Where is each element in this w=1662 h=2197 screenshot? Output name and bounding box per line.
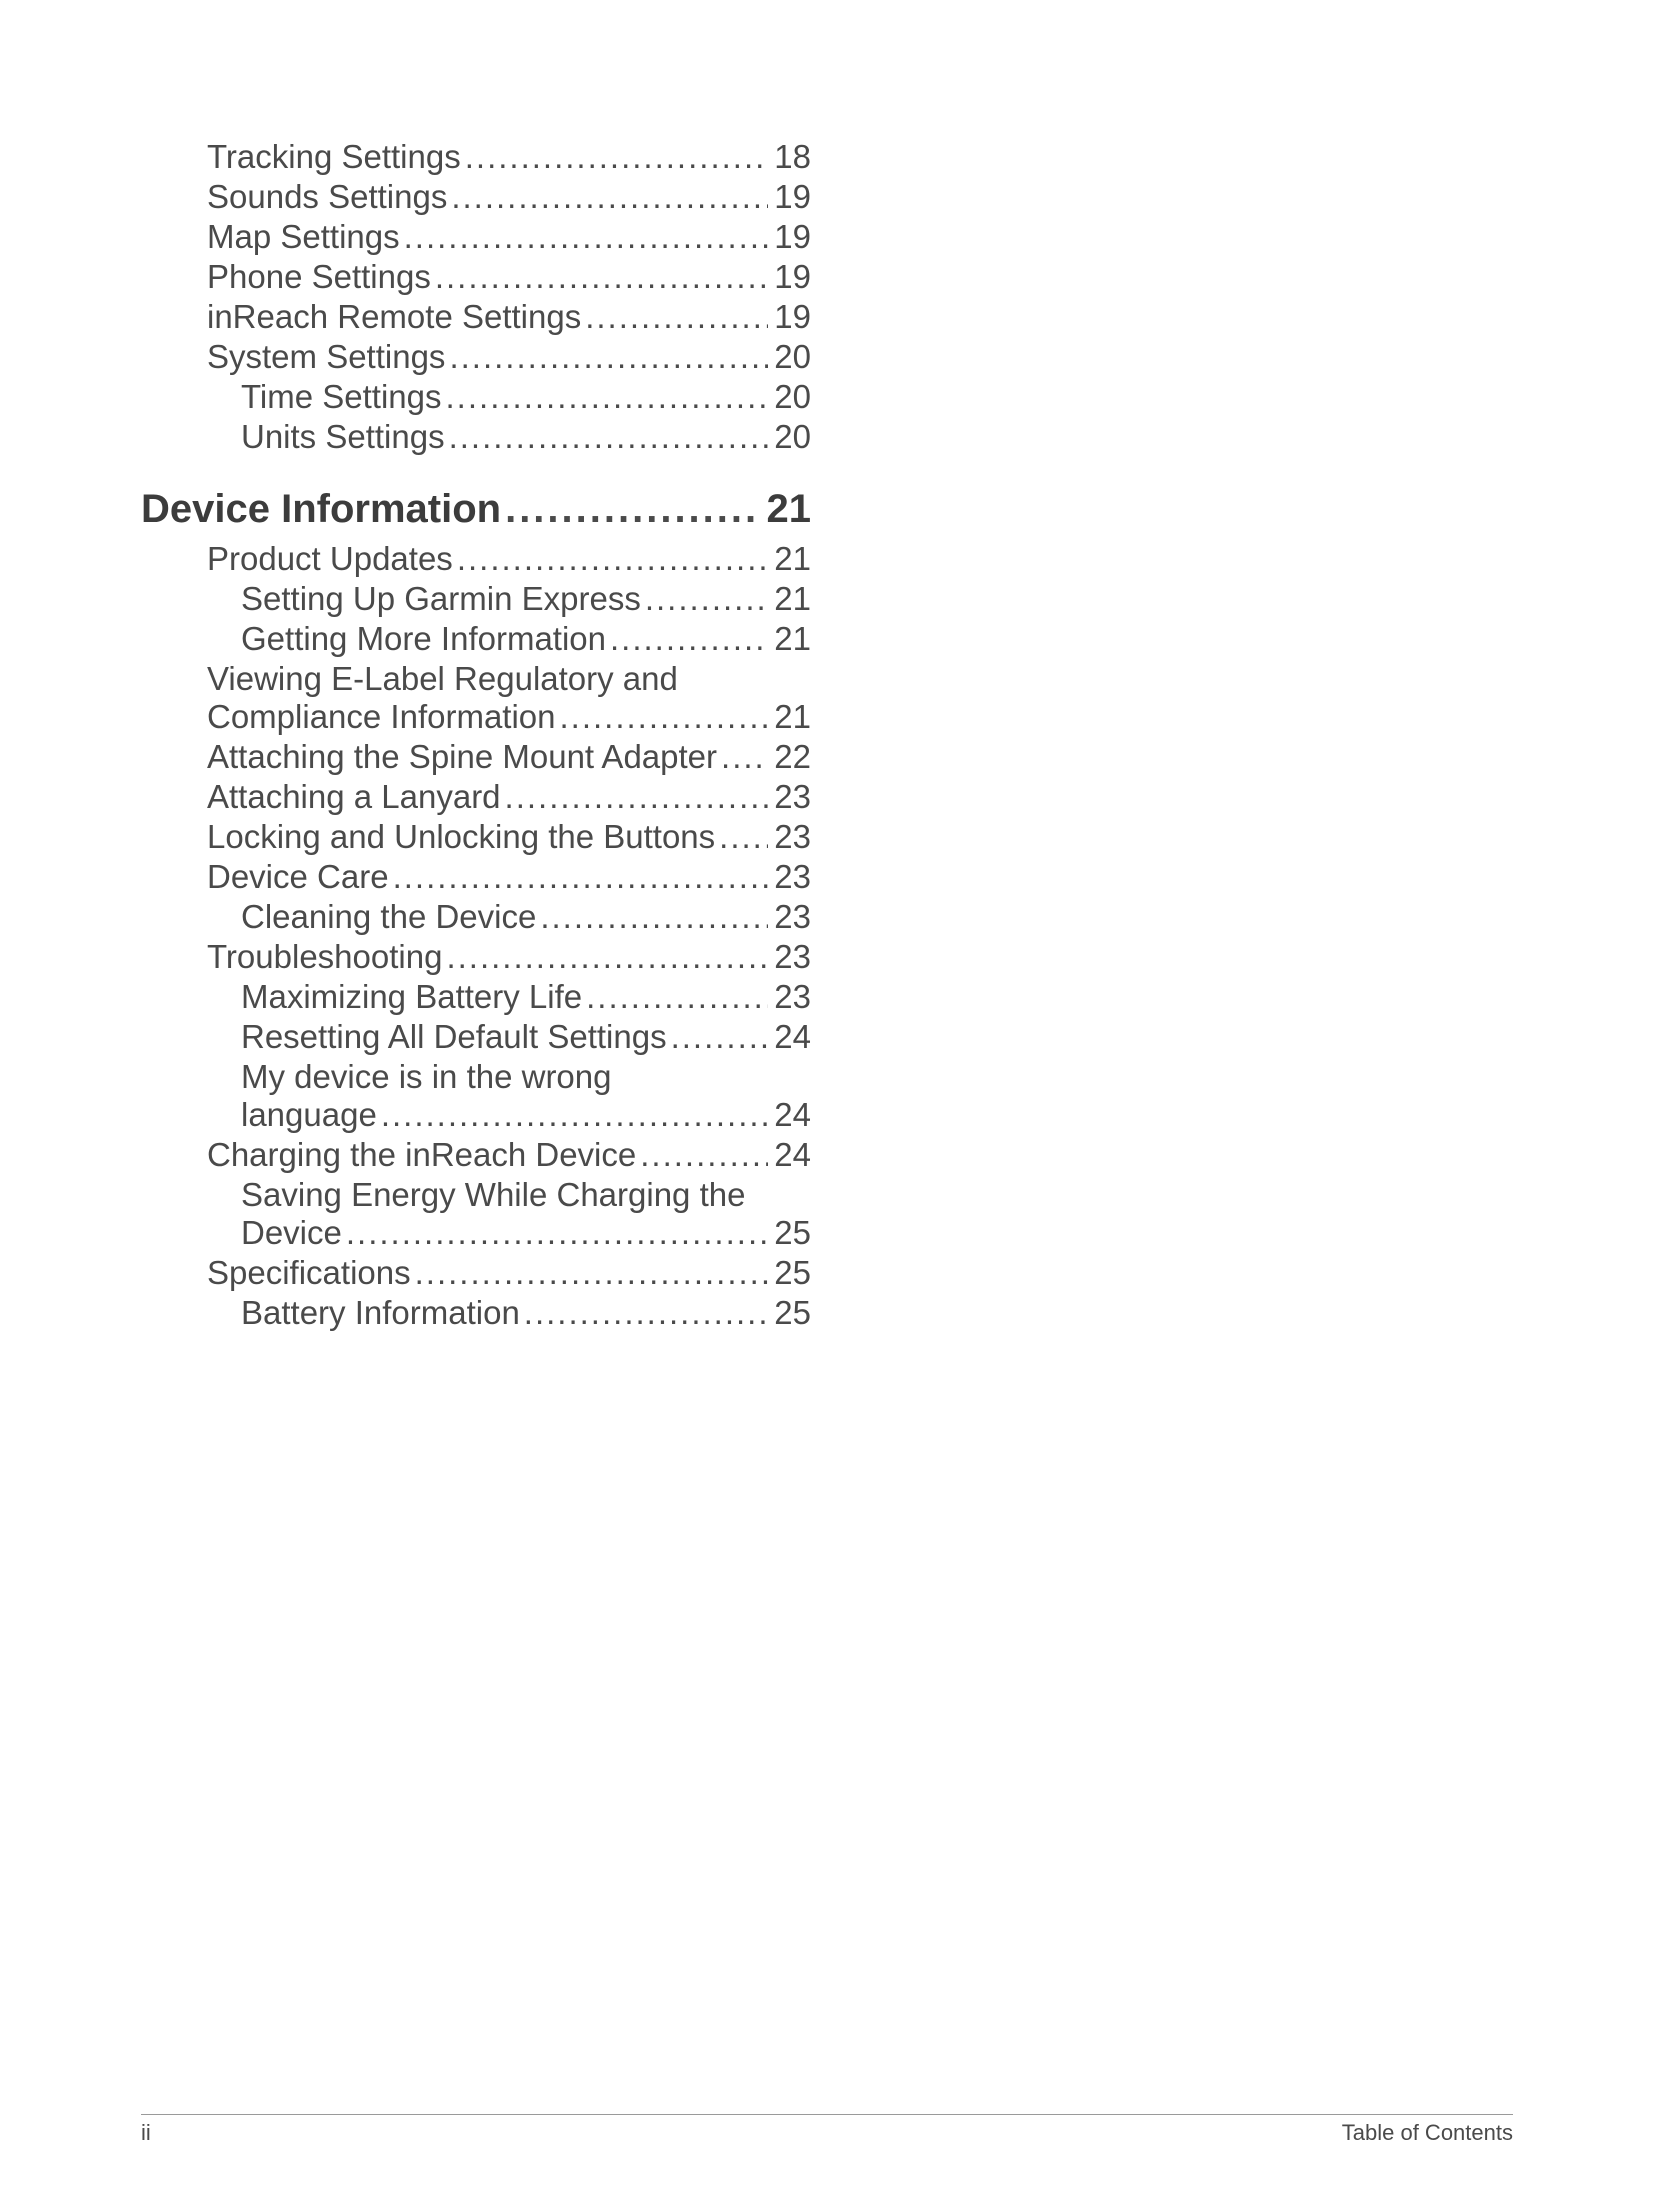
toc-section-title: Device Information bbox=[141, 487, 502, 531]
toc-entry-title: System Settings bbox=[207, 338, 446, 375]
toc-entry-title: Setting Up Garmin Express bbox=[241, 580, 641, 617]
toc-entry-setting-up-garmin-express[interactable] bbox=[241, 580, 811, 618]
toc-entry-page: 23 bbox=[774, 938, 811, 975]
dot-leader bbox=[415, 1254, 769, 1292]
toc-entry-page: 18 bbox=[774, 138, 811, 175]
toc-entry-spine-mount-adapter[interactable] bbox=[207, 738, 811, 776]
toc-entry-page: 19 bbox=[774, 218, 811, 255]
toc-entry-title: Troubleshooting bbox=[207, 938, 443, 975]
toc-section-device-information[interactable] bbox=[141, 486, 811, 532]
dot-leader bbox=[346, 1214, 768, 1252]
dot-leader bbox=[465, 138, 769, 176]
toc-entry-inreach-remote-settings[interactable] bbox=[207, 298, 811, 336]
dot-leader bbox=[446, 938, 768, 976]
toc-entry-title: language bbox=[241, 1096, 377, 1133]
toc-entry-page: 24 bbox=[774, 1096, 811, 1133]
toc-entry-troubleshooting[interactable] bbox=[207, 938, 811, 976]
footer-section-name: Table of Contents bbox=[1341, 2120, 1513, 2145]
dot-leader bbox=[449, 338, 768, 376]
toc-entry-page: 23 bbox=[774, 898, 811, 935]
toc-entry-title: Tracking Settings bbox=[207, 138, 461, 175]
toc-entry-page: 19 bbox=[774, 178, 811, 215]
toc-entry-saving-energy-line1[interactable]: Saving Energy While Charging the bbox=[241, 1176, 746, 1213]
toc-entry-page: 25 bbox=[774, 1214, 811, 1251]
dot-leader bbox=[719, 818, 768, 856]
toc-entry-page: 21 bbox=[774, 620, 811, 657]
toc-entry-page: 21 bbox=[774, 580, 811, 617]
toc-entry-charging-device[interactable] bbox=[207, 1136, 811, 1174]
toc-entry-page: 22 bbox=[774, 738, 811, 775]
toc-entry-title: Specifications bbox=[207, 1254, 411, 1291]
toc-entry-page: 25 bbox=[774, 1294, 811, 1331]
toc-entry-cleaning-device[interactable] bbox=[241, 898, 811, 936]
toc-entry-title: Compliance Information bbox=[207, 698, 556, 735]
dot-leader bbox=[640, 1136, 768, 1174]
toc-entry-title: Device bbox=[241, 1214, 342, 1251]
footer-page-number: ii bbox=[141, 2120, 151, 2145]
dot-leader bbox=[560, 698, 769, 736]
toc-entry-specifications[interactable] bbox=[207, 1254, 811, 1292]
toc-entry-title: Sounds Settings bbox=[207, 178, 448, 215]
toc-entry-battery-information[interactable] bbox=[241, 1294, 811, 1332]
dot-leader bbox=[721, 738, 768, 776]
toc-entry-title: inReach Remote Settings bbox=[207, 298, 582, 335]
toc-entry-wrong-language[interactable] bbox=[241, 1096, 811, 1134]
toc-entry-page: 25 bbox=[774, 1254, 811, 1291]
toc-entry-resetting-defaults[interactable] bbox=[241, 1018, 811, 1056]
toc-entry-page: 21 bbox=[774, 540, 811, 577]
toc-entry-time-settings[interactable] bbox=[241, 378, 811, 416]
dot-leader bbox=[446, 378, 769, 416]
toc-entry-title: Attaching a Lanyard bbox=[207, 778, 501, 815]
toc-entry-attaching-lanyard[interactable] bbox=[207, 778, 811, 816]
dot-leader bbox=[540, 898, 768, 936]
toc-entry-page: 20 bbox=[774, 338, 811, 375]
toc-entry-page: 19 bbox=[774, 258, 811, 295]
toc-entry-locking-buttons[interactable] bbox=[207, 818, 811, 856]
toc-entry-page: 23 bbox=[774, 858, 811, 895]
toc-entry-sounds-settings[interactable] bbox=[207, 178, 811, 216]
toc-entry-title: Product Updates bbox=[207, 540, 453, 577]
dot-leader bbox=[671, 1018, 769, 1056]
toc-entry-title: Units Settings bbox=[241, 418, 445, 455]
dot-leader bbox=[449, 418, 769, 456]
toc-section-page: 21 bbox=[766, 487, 811, 531]
toc-entry-product-updates[interactable] bbox=[207, 540, 811, 578]
toc-entry-title: Device Care bbox=[207, 858, 389, 895]
toc-entry-title: Time Settings bbox=[241, 378, 442, 415]
toc-entry-wrong-language-line1[interactable]: My device is in the wrong bbox=[241, 1058, 612, 1095]
toc-entry-elabel-compliance[interactable] bbox=[207, 698, 811, 736]
dot-leader bbox=[451, 178, 768, 216]
toc-entry-page: 19 bbox=[774, 298, 811, 335]
footer-divider bbox=[141, 2114, 1513, 2115]
toc-entry-getting-more-information[interactable] bbox=[241, 620, 811, 658]
dot-leader bbox=[645, 580, 768, 618]
toc-entry-saving-energy[interactable] bbox=[241, 1214, 811, 1252]
dot-leader bbox=[505, 486, 760, 532]
toc-entry-title: Phone Settings bbox=[207, 258, 431, 295]
toc-entry-title: Battery Information bbox=[241, 1294, 520, 1331]
toc-entry-map-settings[interactable] bbox=[207, 218, 811, 256]
toc-entry-page: 20 bbox=[774, 418, 811, 455]
toc-entry-page: 24 bbox=[774, 1018, 811, 1055]
dot-leader bbox=[505, 778, 769, 816]
toc-entry-page: 20 bbox=[774, 378, 811, 415]
toc-entry-title: Locking and Unlocking the Buttons bbox=[207, 818, 716, 855]
dot-leader bbox=[524, 1294, 768, 1332]
toc-entry-title: Map Settings bbox=[207, 218, 400, 255]
toc-entry-elabel-line1[interactable]: Viewing E-Label Regulatory and bbox=[207, 660, 678, 697]
toc-entry-maximizing-battery-life[interactable] bbox=[241, 978, 811, 1016]
toc-entry-page: 23 bbox=[774, 978, 811, 1015]
toc-entry-tracking-settings[interactable] bbox=[207, 138, 811, 176]
toc-entry-device-care[interactable] bbox=[207, 858, 811, 896]
toc-entry-title: Cleaning the Device bbox=[241, 898, 537, 935]
dot-leader bbox=[610, 620, 768, 658]
toc-entry-phone-settings[interactable] bbox=[207, 258, 811, 296]
dot-leader bbox=[457, 540, 768, 578]
toc-entry-page: 24 bbox=[774, 1136, 811, 1173]
toc-entry-page: 23 bbox=[774, 778, 811, 815]
toc-entry-page: 21 bbox=[774, 698, 811, 735]
dot-leader bbox=[435, 258, 768, 296]
toc-entry-title: Attaching the Spine Mount Adapter bbox=[207, 738, 718, 775]
toc-entry-title: Resetting All Default Settings bbox=[241, 1018, 667, 1055]
toc-entry-title: Getting More Information bbox=[241, 620, 606, 657]
dot-leader bbox=[381, 1096, 768, 1134]
dot-leader bbox=[586, 978, 768, 1016]
toc-entry-title: Maximizing Battery Life bbox=[241, 978, 583, 1015]
toc-entry-system-settings[interactable] bbox=[207, 338, 811, 376]
dot-leader bbox=[585, 298, 768, 336]
toc-entry-title: Charging the inReach Device bbox=[207, 1136, 637, 1173]
toc-entry-page: 23 bbox=[774, 818, 811, 855]
dot-leader bbox=[393, 858, 769, 896]
dot-leader bbox=[404, 218, 769, 256]
toc-entry-units-settings[interactable] bbox=[241, 418, 811, 456]
